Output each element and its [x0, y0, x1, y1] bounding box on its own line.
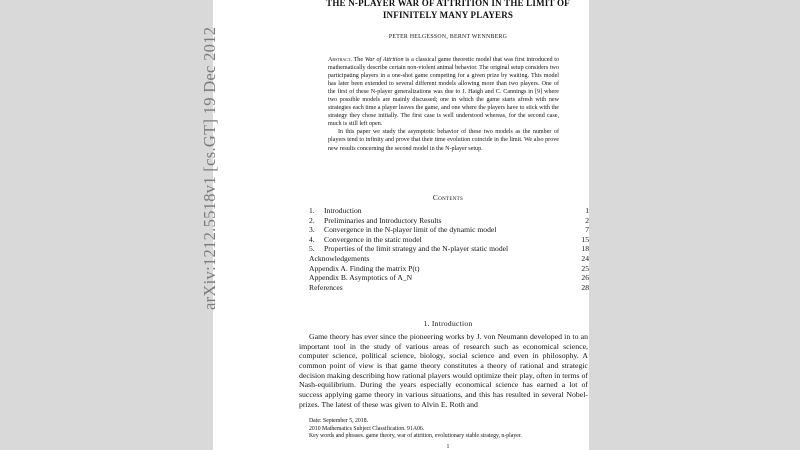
toc-entry-page: 15	[581, 234, 589, 244]
abstract-emphasis: War of Attrition	[364, 57, 404, 63]
toc-entry[interactable]	[309, 254, 589, 264]
contents-heading: Contents	[432, 193, 464, 202]
paper-authors: PETER HELGESSON, BERNT WENNBERG	[388, 34, 508, 40]
toc-entry[interactable]	[309, 264, 589, 274]
toc-entry-label: References	[309, 282, 343, 292]
abstract-label: Abstract.	[328, 57, 352, 63]
toc-entry-page: 2	[585, 215, 589, 225]
toc-entry-page: 18	[581, 244, 589, 254]
abstract	[328, 56, 559, 153]
toc-entry-label: Acknowledgements	[309, 253, 370, 263]
toc-entry-page: 1	[585, 206, 589, 215]
toc-entry-label: Preliminaries and Introductory Results	[324, 215, 442, 225]
toc-entry[interactable]	[309, 216, 589, 226]
paper-title: THE N-PLAYER WAR OF ATTRITION IN THE LIMIT OF INFINITELY MANY PLAYERS	[326, 0, 570, 20]
intro-paragraph: Game theory has ever since the pioneering works by J. von Neumann developed in to an important tool in the study of various areas of research such as economical science, computer science, political science, biology, social science and even in philosophy. A common point of view is that game theory constitutes a theory of rational and strategic decision making describing how rational players would optimize their play, often in terms of Nash-equilibrium. During the years especially economical science has earned a lot of success applying game theory in various situations, and this has resulted in several Nobel-prizes. The latest of these was given to Alvin E. Roth and	[299, 332, 588, 409]
body-text	[299, 332, 588, 409]
toc-entry-number: 2.	[309, 215, 315, 225]
arxiv-identifier: arXiv:1212.5518v1 [cs.GT] 19 Dec 2012	[200, 26, 219, 310]
toc-entry-number: 3.	[309, 225, 315, 235]
toc-entry-number: 4.	[309, 234, 315, 244]
toc-entry-label: Convergence in the static model	[324, 234, 422, 244]
toc-entry-page: 28	[581, 282, 589, 292]
toc-entry[interactable]	[309, 225, 589, 235]
toc-entry-label: Properties of the limit strategy and the N-player static model	[324, 244, 509, 254]
abstract-text-b: is a classical game theoretic model that was first introduced to mathematically describe certain non-violent animal behavior. The original setup considers two participating players in a one-shot game competing for a given prize by waiting. This model has later been extended to several different models allowing more than two players. One of the first of these N-player generalizations was due to J. Haigh and C. Cannings in [9] where two possible models are mainly discussed; one in which the game starts afresh with new strategies each time a player leaves the game, and one where the players have to stick with the strategy they chose initially. The first case is well understood whereas, for the second case, much is still left open.	[328, 57, 560, 128]
footnote-msc: 2010 Mathematics Subject Classification. 91A06.	[309, 425, 425, 432]
toc-entry-label: Introduction	[324, 206, 362, 215]
toc-entry-number: 5.	[309, 244, 315, 254]
toc-entry-page: 24	[581, 253, 589, 263]
toc-entry[interactable]	[309, 235, 589, 245]
toc-entry-number: 1.	[309, 206, 315, 215]
toc-entry-label: Convergence in the N-player limit of the dynamic model	[324, 225, 497, 235]
toc-entry[interactable]	[309, 244, 589, 254]
toc-entry-page: 26	[581, 273, 589, 283]
table-of-contents	[309, 206, 589, 292]
page-number: 1	[446, 444, 450, 450]
abstract-paragraph-2: In this paper we study the asymptotic behavior of these two models as the number of players tend to infinity and prove that their time evolution coincide in the limit. We also prove new results concerning the second model in the N-player setup.	[328, 129, 559, 152]
toc-entry[interactable]	[309, 206, 589, 216]
toc-entry[interactable]	[309, 283, 589, 293]
toc-entry-page: 25	[581, 263, 589, 273]
footnote-date: Date: September 5, 2018.	[309, 418, 369, 424]
abstract-text-a: The	[353, 57, 364, 63]
toc-entry-label: Appendix A. Finding the matrix P(t)	[309, 263, 420, 273]
footnote-keywords: Key words and phrases. game theory, war of attrition, evolutionary stable strategy, n-player.	[309, 433, 522, 440]
toc-entry-page: 7	[585, 225, 589, 235]
toc-entry[interactable]	[309, 273, 589, 283]
toc-entry-label: Appendix B. Asymptotics of A_N	[309, 273, 413, 283]
footnotes	[309, 418, 587, 441]
section-heading: 1. Introduction	[423, 319, 473, 328]
